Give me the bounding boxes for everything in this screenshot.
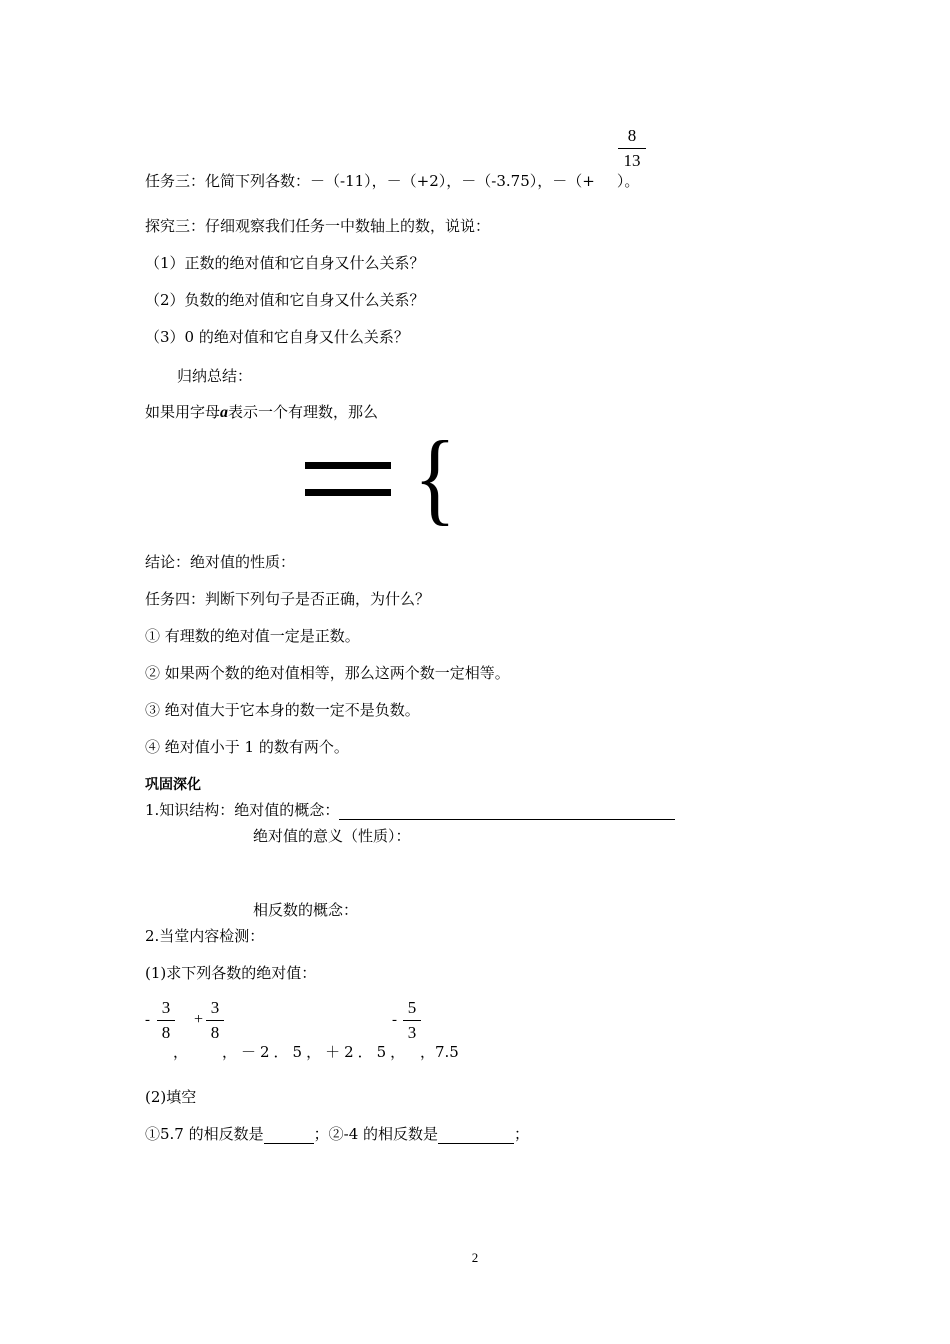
fill-end: ； [514,1125,530,1143]
task4-item-3: ③ 绝对值大于它本身的数一定不是负数。 [145,701,420,719]
letter-a: a [220,404,229,421]
task3-tail: ）。 [616,172,640,190]
fraction-denominator: 8 [210,1023,220,1042]
knowledge-line [145,800,675,820]
fraction-pos-3-8 [206,998,224,1043]
fraction-bar [157,1020,175,1021]
conclusion: 结论：绝对值的性质： [145,553,296,571]
values-middle: ，－2．5，＋2．5， [222,1043,410,1061]
task4-item-2: ② 如果两个数的绝对值相等，那么这两个数一定相等。 [145,664,510,682]
comma-1: ， [173,1043,189,1061]
sign-plus: + [194,1011,204,1028]
fraction-numerator: 5 [407,998,417,1017]
task4-item-4: ④ 绝对值小于 1 的数有两个。 [145,738,349,756]
fill-a-label: ①5.7 的相反数是 [145,1125,264,1143]
values-tail: ，7.5 [420,1043,459,1061]
fill-line [145,1124,529,1144]
opposite-label: 相反数的概念： [253,901,359,919]
explore3-intro: 探究三：仔细观察我们任务一中数轴上的数，说说： [145,217,491,235]
task4-intro: 任务四：判断下列句子是否正确，为什么？ [145,590,431,608]
fraction-neg-3-8 [157,998,175,1043]
left-brace: { [413,420,457,535]
explore3-q3: （3）0 的绝对值和它自身又什么关系？ [145,328,409,346]
fill-sep-label: ；②-4 的相反数是 [313,1125,439,1143]
task3-line [145,171,639,191]
fraction-bar [403,1020,421,1021]
fraction-numerator: 3 [161,998,171,1017]
task3-text: 任务三：化简下列各数：－（-11），－（+2），－（-3.75），－（+ [145,172,595,190]
sign-minus-2: - [392,1012,397,1028]
consolidate-heading: 巩固深化 [145,777,201,793]
meaning-label: 绝对值的意义（性质）： [253,827,411,845]
summary-letter-post: 表示一个有理数，那么 [228,403,379,421]
sub1-label: (1)求下列各数的绝对值： [145,964,317,982]
knowledge-label: 1.知识结构：绝对值的概念： [145,801,340,819]
blank-concept[interactable] [339,801,675,820]
fraction-numerator: 3 [210,998,220,1017]
fraction-neg-5-3 [403,998,421,1043]
blank-answer-2[interactable] [438,1125,514,1144]
summary-letter-line [145,402,378,423]
detection-label: 2.当堂内容检测： [145,927,265,945]
summary-heading: 归纳总结： [177,367,253,385]
summary-letter-pre: 如果用字母 [145,403,221,421]
sub2-label: (2)填空 [145,1088,197,1106]
fraction-numerator: 8 [627,126,637,145]
fraction-denominator: 8 [161,1023,171,1042]
page-number: 2 [471,1250,479,1265]
explore3-q1: （1）正数的绝对值和它自身又什么关系？ [145,254,425,272]
explore3-q2: （2）负数的绝对值和它自身又什么关系？ [145,291,425,309]
fraction-denominator: 3 [407,1023,417,1042]
blank-answer-1[interactable] [264,1125,314,1144]
fraction-denominator: 13 [623,151,641,170]
task4-item-1: ① 有理数的绝对值一定是正数。 [145,627,360,645]
fraction-8-13 [618,126,646,171]
fraction-bar [206,1020,224,1021]
sign-minus-1: - [145,1012,150,1028]
equals-sign [305,462,391,497]
fraction-bar [618,148,646,149]
